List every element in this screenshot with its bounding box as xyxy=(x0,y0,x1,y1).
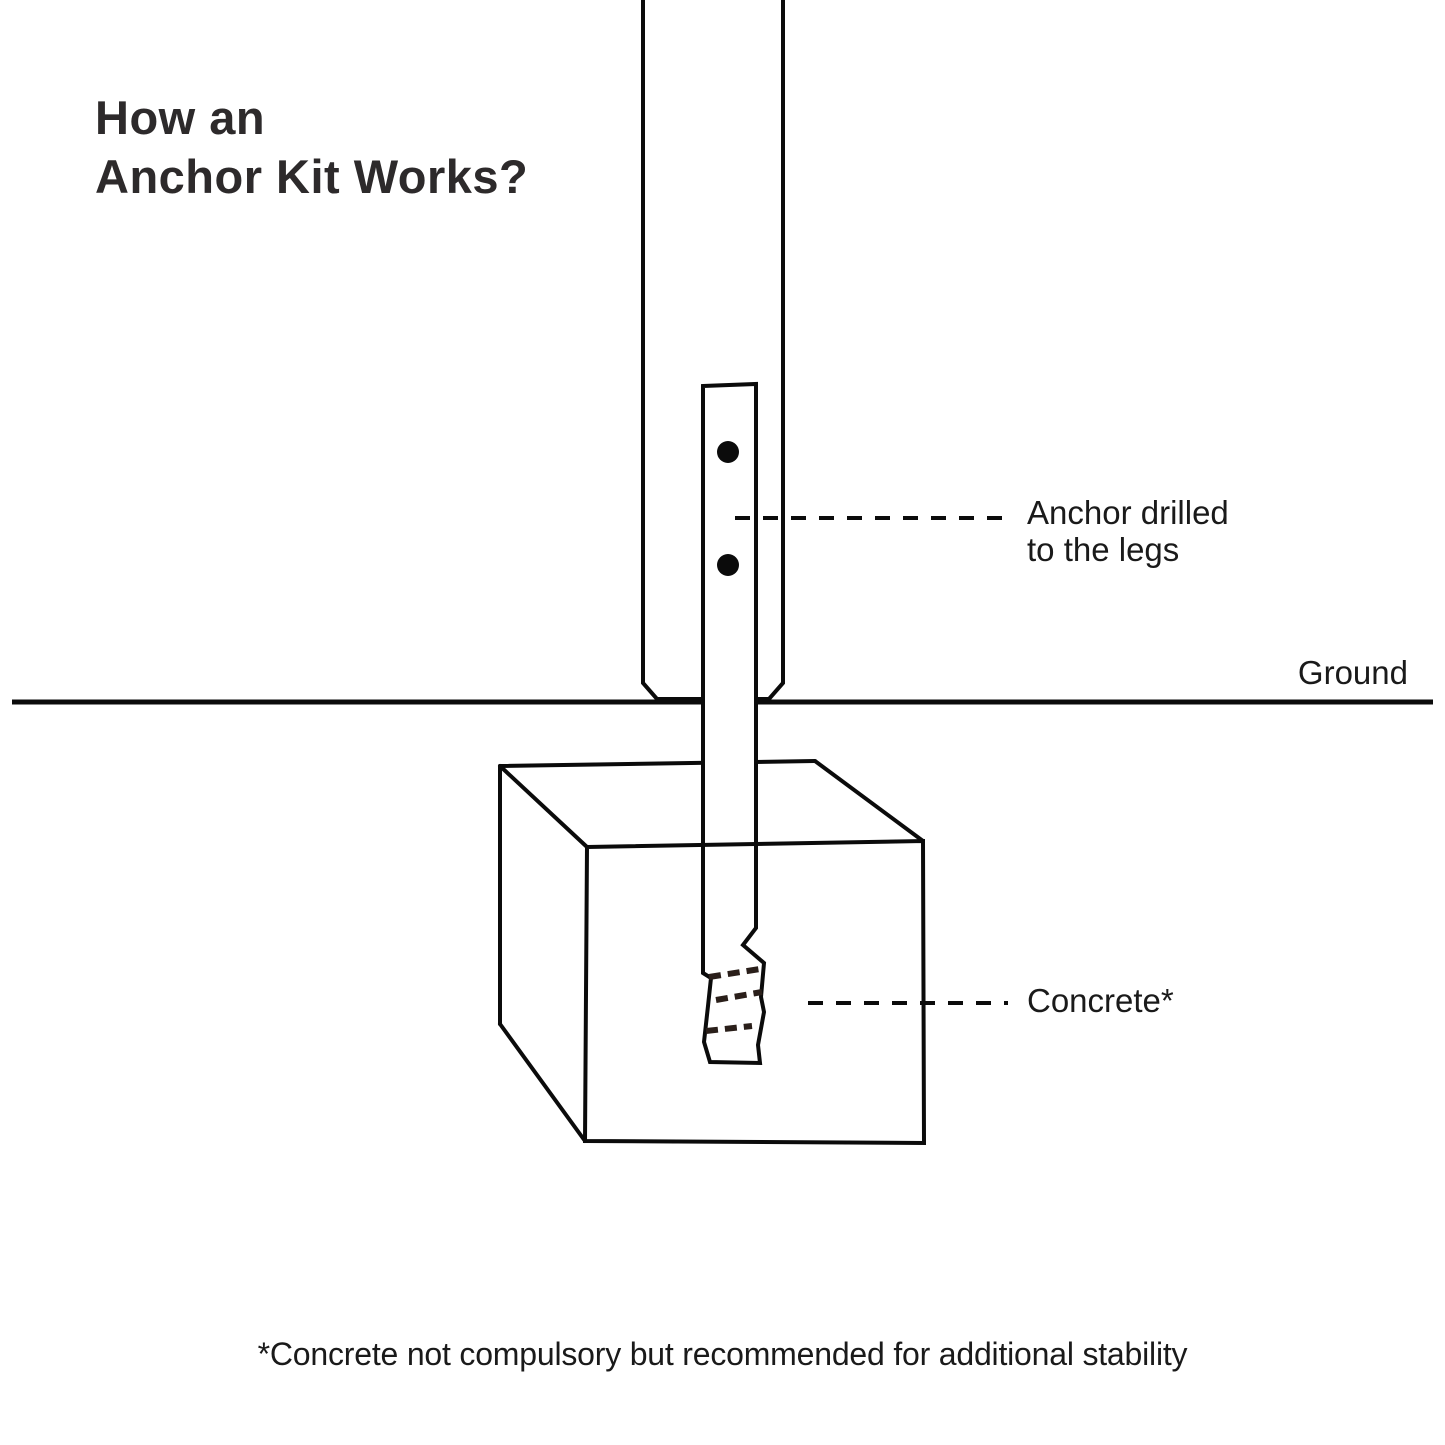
anchor-plate xyxy=(703,384,764,1063)
anchor-label-line-1: Anchor drilled xyxy=(1027,494,1229,531)
anchor-drilled-label xyxy=(1027,494,1229,568)
cube-top-left-diagonal-edge xyxy=(500,766,587,847)
cube-top-right-diagonal-edge xyxy=(815,761,923,841)
bolt-dot-top xyxy=(717,441,739,463)
title-line-1: How an xyxy=(95,91,266,144)
anchor-label-line-2: to the legs xyxy=(1027,531,1180,568)
cube-bottom-left-diagonal-edge xyxy=(500,1024,585,1141)
cube-top-back-edge xyxy=(500,761,815,766)
concrete-footnote: *Concrete not compulsory but recommended for additional stability xyxy=(257,1336,1188,1372)
ground-label: Ground xyxy=(1297,654,1408,691)
concrete-label: Concrete* xyxy=(1027,982,1174,1019)
concrete-cube-back-edges xyxy=(500,761,815,1141)
title-line-2: Anchor Kit Works? xyxy=(95,150,529,203)
bolt-dot-bottom xyxy=(717,554,739,576)
page-title xyxy=(95,88,528,206)
